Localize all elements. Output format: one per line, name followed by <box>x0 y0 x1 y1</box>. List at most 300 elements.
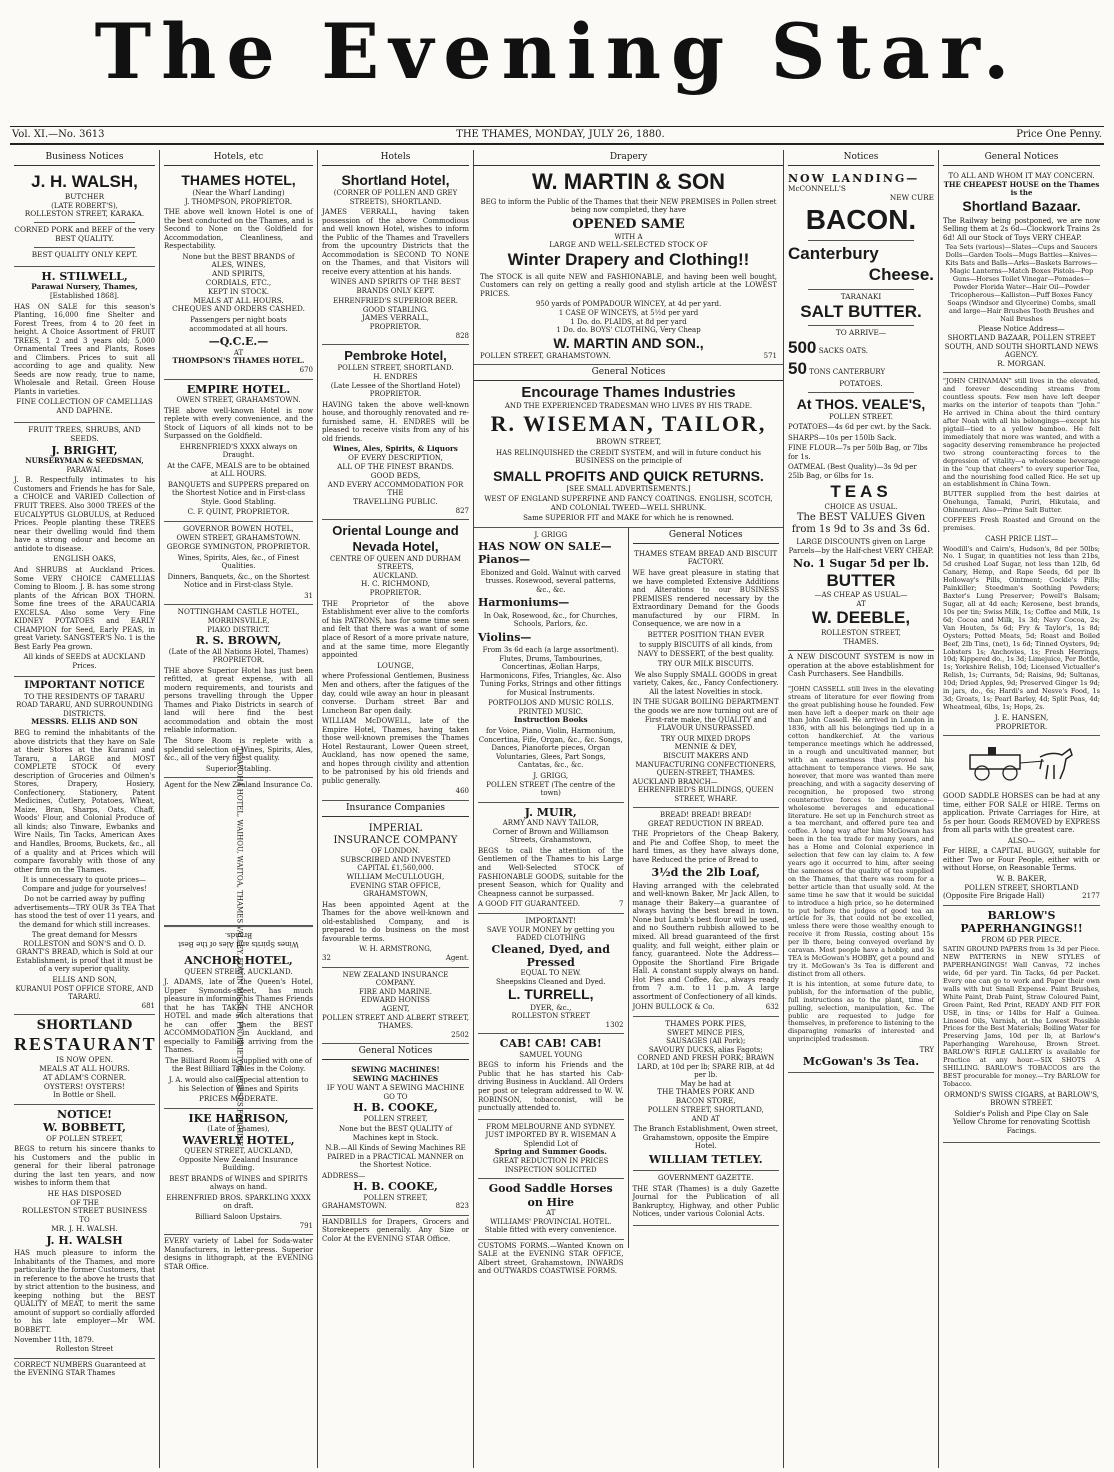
bobbett-loc: OF POLLEN STREET, <box>46 1134 123 1143</box>
wiseman-west: WEST OF ENGLAND SUPERFINE AND FANCY COATINGS. ENGLISH, SCOTCH, AND COLONIAL TWEED—WELL SHRUNK. <box>484 495 773 512</box>
may: May be had at <box>680 1079 732 1088</box>
dateline <box>10 126 1104 145</box>
notice-heading: IMPORTANT NOTICE <box>24 680 145 692</box>
thames-none: None but the BEST BRANDS of <box>182 252 295 261</box>
mcconnell: McCONNELL'S <box>788 184 846 194</box>
deeble-thames: THAMES. <box>843 637 879 646</box>
muir-ad <box>478 803 624 914</box>
endres-late: (Late Lessee of the Shortland Hotel) PROPRIETOR. <box>330 381 461 399</box>
martin-case: 1 CASE OF WINCEYS, at 5½d per yard <box>558 309 699 317</box>
qce-at: AT <box>233 348 244 357</box>
mennie-dey-ad <box>633 547 780 808</box>
saddle-at: AT <box>546 1208 556 1217</box>
ellis-heading: MESSRS. ELLIS AND SON <box>31 717 138 727</box>
general-heading: General Notices <box>474 365 783 381</box>
arrive: TO ARRIVE— <box>835 328 887 338</box>
bacon-loc: POLLEN STREET, SHORTLAND, <box>647 1106 764 1115</box>
anchor-prices: PRICES MODERATE. <box>198 1094 279 1104</box>
mcgowan-ad <box>788 681 934 1073</box>
sacks: SACKS OATS. <box>818 347 869 356</box>
column-hotels <box>318 150 474 1468</box>
column-hotels-etc <box>160 150 318 1468</box>
baker-number: 2177 <box>1082 892 1100 901</box>
nzic-ad <box>322 968 469 1045</box>
grigg-ad <box>478 528 624 803</box>
volume-number: Vol. XI.—No. 3613 <box>12 128 105 140</box>
pembroke-travel: TRAVELLING PUBLIC. <box>353 496 438 506</box>
wiseman-same: Same SUPERIOR FIT and MAKE for which he is renowned. <box>523 514 734 523</box>
te-aroha-rotated: TE AROHA HOTEL, WAIHOU, WAITOA, THAMES VALLEY. EDWIN MISSEN, PROPRIETOR. HORSES FOR HIRE. <box>235 747 244 1149</box>
small-goods: We also Supply SMALL GOODS in great variety, Cakes, &c., Fancy Confectionery. All the latest Novelties in stock. <box>633 670 779 696</box>
violins: Violins— <box>478 630 532 644</box>
and-at: AND AT <box>691 1114 720 1123</box>
bread: BREAD! BREAD! BREAD! <box>660 811 752 820</box>
pp-body: SATIN GROUND PAPERS from 1s 3d per Piece. NEW PATTERNS in NEW STYLES of PAPERHANGINGS! Wall Canvas, 72 inches wide, 6d per yard. Tin Tacks, 6d per Packet. Every one can go to work and Paper their own walls with but Small Expense. Paint Brushes, White Paint, Drab Paint, Straw Coloured Paint, Green Paint, Red Print, READY AND FIT FOR USE, in tins; or 14lbs for Half a Guinea. Linseed Oils, Varnish, at the Lowest Possible Prices for the Best Materials; Boiling Water for Preserving Jams, 10d per lb, at Barlow's Paperhanging Warehouse, Brown Street. BARLOW'S RIFLE GALLERY is available for Practice at any hour.—SIX SHOTS A SHILLING. BARLOW'S TOBACCOS are the BEST procurable for money.—Try BARLOW for Tobacco. <box>943 945 1100 1088</box>
sugar-boil: IN THE SUGAR BOILING DEPARTMENT the goods we are now turning out are of First-rate make, the QUALITY and FLAVOUR UNSURPASSED. <box>632 698 779 733</box>
cleaned: Cleaned, Dyed, and Pressed <box>491 942 610 969</box>
nzic-honiss: EDWARD HONISS <box>361 995 430 1005</box>
notts-body: THE above Superior Hotel has just been refitted, at great expense, with all modern requirements, and tourists and persons travelling through the Upper Thames and Piako Districts in search of land will here find the best accommodation and obtain the most reliable information. <box>164 666 313 735</box>
flipped-line: Wines Spirits and Ales of the Best Brands. <box>164 926 313 951</box>
martin-pomp: 950 yards of POMPADOUR WINCEY, at 4d per yard. <box>535 300 722 309</box>
imperial-agent: Agent. <box>445 953 469 962</box>
wiseman-body: HAS RELINQUISHED the CREDIT SYSTEM, and will in future conduct his BUSINESS on the principle of <box>495 448 761 466</box>
sugar: No. 1 Sugar 5d per lb. <box>793 557 929 571</box>
important-save: SAVE YOUR MONEY by getting you FADED CLOTHING <box>486 925 615 943</box>
newspaper-title: The Evening Star. <box>94 7 1020 96</box>
baker-opp: (Opposite Fire Brigade Hall) <box>943 892 1045 901</box>
bazaar-ad <box>943 169 1100 374</box>
nzic-fire: FIRE AND MARINE. <box>359 987 432 996</box>
martin-ad <box>474 169 783 365</box>
veale-pot: POTATOES—4s 6d per cwt. by the Sack. <box>788 423 932 432</box>
cooke-nb: N.B.—All Kinds of Sewing Machines RE PAIRED in a PRACTICAL MANNER on the Shortest Notice. <box>325 1144 466 1170</box>
verrall-prop: PROPRIETOR. <box>369 323 422 332</box>
sewing-goto: GO TO <box>383 1092 408 1101</box>
price: Price One Penny. <box>1016 128 1102 140</box>
restaurant-ad <box>14 1015 155 1105</box>
waverly-loc: QUEEN STREET, AUCKLAND, <box>184 1147 293 1156</box>
bullock: JOHN BULLOCK & Co. <box>632 1003 715 1012</box>
teas: TEAS <box>830 482 892 502</box>
walsh-name: J. H. WALSH, <box>31 171 138 191</box>
cheapest: THE CHEAPEST HOUSE on the Thames is the <box>943 179 1100 198</box>
bread-ad <box>633 808 780 1017</box>
imperial: IMPERIAL <box>368 822 423 834</box>
veale-oat: OATMEAL (Best Quality)—3s 9d per 25lb Bag, or 6lbs for 1s. <box>788 463 917 480</box>
mennie-loc: QUEEN-STREET, THAMES. <box>656 769 755 778</box>
thames-prop: J. THOMPSON, PROPRIETOR. <box>184 197 293 206</box>
waverly-number: 791 <box>299 1221 313 1230</box>
walsh2-body: HAS much pleasure to inform the Inhabitants of the Thames, and more particularly the former Customers, that in reference to the above he trusts that by strict attention to the business, and keeping nothing but the BEST QUALITY of MEAT, to merit the same amount of support so cordially afforded to his late employer—Mr WM. BOBBETT. <box>14 1249 155 1334</box>
empire-quint: C. F. QUINT, PROPRIETOR. <box>187 507 290 517</box>
section-heading: General Notices <box>633 528 780 544</box>
cooke2: H. B. COOKE, <box>353 1180 438 1194</box>
bazaar-addr: Please Notice Address— <box>978 325 1065 334</box>
thames-spirits: AND SPIRITS, <box>212 269 265 279</box>
portfolios: PORTFOLIOS AND MUSIC ROLLS. <box>488 699 614 708</box>
butter: BUTTER <box>826 570 896 590</box>
saddle: Good Saddle Horses <box>488 1182 613 1196</box>
turrell-number: 1302 <box>605 1020 624 1029</box>
buggy: For HIRE, a CAPITAL BUGGY, suitable for either Two or Four People, either with or without Horse, on Reasonable Terms. <box>943 847 1100 873</box>
thames-steam: THAMES STEAM BREAD AND BISCUIT FACTORY. <box>634 549 778 567</box>
branch: AUCKLAND BRANCH— <box>632 777 718 786</box>
bowen-dinners: Dinners, Banquets, &c., on the Shortest Notice and in First-class Style. <box>167 572 310 590</box>
best-values: The BEST VALUES Given from 1s 9d to 3s and 3s 6d. <box>791 511 931 535</box>
adlam: AT ADLAM'S CORNER. <box>42 1074 127 1083</box>
pork-pies-ad <box>633 1017 780 1171</box>
young: SAMUEL YOUNG <box>519 1050 583 1059</box>
canterbury: Canterbury <box>788 244 879 264</box>
better-body: to supply BISCUITS of all kinds, from NAVY to DESSERT, of the best quality. <box>637 641 774 658</box>
imperial-insurance-ad <box>322 820 469 968</box>
thames-body: THE above well known Hotel is one of the best conducted on the Thames, and is Second to None on the Goldfield for Accommodation, Cleanliness, and Respectability. <box>164 208 313 251</box>
bright-seeds: All kinds of SEEDS at AUCKLAND Prices. <box>23 653 146 670</box>
sewing2: SEWING MACHINES <box>352 1073 439 1083</box>
sacks-number: 500 <box>788 338 817 358</box>
imported: JUST IMPORTED BY R. WISEMAN A Splendid Lot of <box>485 1131 617 1148</box>
sheepskin: Sheepskins Cleaned and Dyed. <box>495 977 606 986</box>
reduction: GREAT REDUCTION IN PRICES INSPECTION SOLICITED <box>493 1157 609 1174</box>
stilwell-ad <box>14 267 155 423</box>
mince: SWEET MINCE PIES, <box>667 1028 745 1037</box>
bread-great: GREAT REDUCTION IN BREAD. <box>647 819 764 828</box>
deeble: W. DEEBLE, <box>811 608 911 628</box>
branch-loc: EHRENFRIED'S BUILDINGS, QUEEN STREET, WHARF. <box>637 786 774 803</box>
butter-at: AT <box>856 599 866 608</box>
bobbett-ad <box>14 1105 155 1359</box>
walsh-best: BEST QUALITY ONLY KEPT. <box>31 249 138 259</box>
mcdowell-body: WILLIAM McDOWELL, late of the Empire Hotel, Thames, having taken those well-known premises the Thames Hotel Restaurant, Lower Queen street, Auckland, has now opened the same, and hopes through civility and attention to be patronised by his old friends and public generally. <box>322 717 469 785</box>
imperial-arm: W. H. ARMSTRONG, <box>359 945 432 954</box>
imperial-mcc: WILLIAM McCULLOUGH, <box>346 871 445 881</box>
stilwell-camellias: FINE COLLECTION OF CAMELLIAS AND DAPHNE. <box>16 397 153 416</box>
oysters-sub: In Bottle or Shell. <box>52 1091 117 1100</box>
waverly-name: WAVERLY HOTEL, <box>182 1133 295 1147</box>
baker-ad <box>943 736 1100 906</box>
mixed: TRY OUR MIXED DROPS <box>660 734 751 743</box>
verrall-number: 828 <box>455 331 469 340</box>
pembroke-beds: GOOD BEDS, <box>370 470 421 480</box>
discounts: LARGE DISCOUNTS given on Large Parcels—by the Half-chest VERY CHEAP. <box>788 538 934 555</box>
martin-sig: W. MARTIN AND SON., <box>553 334 704 351</box>
thames-hotel-name: THAMES HOTEL, <box>181 171 296 188</box>
muir: J. MUIR, <box>524 805 577 819</box>
williams-stable: Stable fitted with every convenience. <box>484 1226 617 1235</box>
martin-body: BEG to inform the Public of the Thames that their NEW PREMISES in Pollen street being now completed, they have <box>480 197 777 215</box>
subcol-right <box>629 528 784 1248</box>
hansen-prop: PROPRIETOR. <box>995 722 1048 731</box>
masthead <box>0 0 1114 112</box>
walsh-address: ROLLESTON STREET, KARAKA. <box>24 209 145 219</box>
ellis-tea: Do not be carried away by puffing advertisements—TRY OUR 3s TEA That has stood the test of over 11 years, and the demand for which still increases. <box>14 895 155 929</box>
waverly-opp: Opposite New Zealand Insurance Building. <box>179 1155 298 1173</box>
bowen-name: GOVERNOR BOWEN HOTEL, <box>183 524 294 534</box>
empire-banquets: BANQUETS and SUPPERS prepared on the Shortest Notice and in First-class Style. Good Stabling. <box>167 480 310 506</box>
sewing-if: IF YOU WANT A SEWING MACHINE <box>326 1082 465 1092</box>
section-heading: Drapery <box>474 150 783 166</box>
pembroke-hotel-ad <box>322 345 469 520</box>
bright-loc: PARAWAI. <box>66 465 103 474</box>
ellis-ad <box>14 677 155 1015</box>
ellis-stores: KURANUI POST OFFICE STORE, AND TARARU. <box>15 984 154 1002</box>
soldiers: Soldier's Polish and Pipe Clay on Sale Yellow Chrome for renovating Scottish Facings. <box>952 1109 1091 1135</box>
oriental-centre: CENTRE OF QUEEN AND DURHAM STREETS, <box>329 554 462 572</box>
lard: LARD, at 10d per lb; SPARE RIB, at 4d per lb. <box>637 1062 775 1080</box>
pembroke-name: Pembroke Hotel, <box>344 348 447 364</box>
pembroke-accom: AND EVERY ACCOMMODATION FOR THE <box>327 480 464 498</box>
oriental-body2: where Professional Gentlemen, Business Men and others, after the fatigues of the day, could wile away an hour in pleasant converse. Durham street Bar and Luncheon Bar open daily. <box>322 672 469 715</box>
notts-name: NOTTINGHAM CASTLE HOTEL, <box>177 607 300 617</box>
meals: MEALS AT ALL HOURS. <box>39 1064 130 1074</box>
bright-trade: NURSERYMAN & SEEDSMAN, <box>25 456 144 466</box>
bacon: BACON. <box>805 204 917 236</box>
martin-winter: Winter Drapery and Clothing!! <box>507 250 750 270</box>
martin-number: 571 <box>763 351 777 360</box>
veale-flour: FINE FLOUR—7s per 50lb Bag, or 7lbs for 1s. <box>788 444 928 461</box>
columns <box>10 150 1104 1468</box>
muir-fit: A GOOD FIT GUARANTEED. <box>478 900 580 909</box>
walsh2-street: Rolleston Street <box>55 1345 114 1353</box>
oriental-body: THE Proprietor of the above Establishment ever alive to the comforts of his PATRONS, has for some time seen and felt that there was a want of some place of Resort of a more private nature, and at the same time, more Elegantly appointed <box>322 599 469 660</box>
loaf-body: Having arranged with the celebrated and well-known Baker, Mr Jack Allen, to manage their Bakery—a guarantee of always having the best bread in town. None but Lamb's best flour will be used, and no Southern rubbish allowed to be mixed. All bread guaranteed of the first quality, and full weight, either plain or fancy, guaranteed. Note the Address—Opposite the Shortland Fire Brigade Hall. A constant supply always on hand. Hot Pies and Coffee, &c., always ready from 7 a.m. to 11 p.m. A large assortment of Confectionery of all kinds. <box>632 881 779 1001</box>
teas-choice: CHOICE AS USUAL. <box>824 503 898 512</box>
baker-loc: POLLEN STREET, SHORTLAND <box>964 883 1079 892</box>
thames-near: (Near the Wharf Landing) <box>192 189 285 198</box>
empire-cafe: At the CAFE, MEALS are to be obtained at ALL HOURS. <box>167 461 310 479</box>
restaurant-open: IS NOW OPEN. <box>56 1055 113 1065</box>
walsh2-date: November 11th, 1879. <box>14 1336 94 1345</box>
shortland-wines: WINES AND SPIRITS OF THE BEST BRANDS ONLY KEPT. <box>330 278 461 295</box>
subcol-left <box>474 528 629 1276</box>
potatoes: POTATOES. <box>839 378 883 388</box>
turrell-st: ROLLESTON STREET <box>511 1012 591 1021</box>
chinaman: "JOHN CHINAMAN" still lives in the elevated, and forever descending streams from countless spouts. Few men have left deeper marks on the interior of teapots than "John." He arrived in China about the third century after Noah with all his belongings—except his pigtail—tied to a yellow bamboo. He felt immediately that more was wanted, and with a sagacity deserving remembrance he projected two strong counteracting forces to the depression of vitality—a wholesome beverage in the "cup that cheers" to every superior Tea, and the nourishing food called Rice. He set up an establishment in China Town. <box>943 377 1100 489</box>
oriental-lounge: LOUNGE, <box>377 660 414 670</box>
harrison-name: IKE HARRISON, <box>188 1111 289 1125</box>
hansen: J. E. HANSEN, <box>994 712 1049 722</box>
pianos: Pianos— <box>478 553 531 567</box>
notts-store: The Store Room is replete with a splendid selection of Wines, Spirits, Ales, &c., all of the very finest quality. <box>164 737 313 763</box>
stilwell-est: [Established 1868]. <box>49 291 120 300</box>
mcdowell-number: 460 <box>455 787 469 796</box>
oriental-auck: AUCKLAND. <box>373 571 418 580</box>
thames-meals: MEALS AT ALL HOURS. <box>193 295 284 305</box>
pembroke-every: OF EVERY DESCRIPTION, <box>348 454 443 463</box>
butter-supplied: BUTTER supplied from the best dairies at Onehunga, Tamaki, Puriri, Hikutaia, and Ohinemuri. Also—Prime Salt Butter. <box>943 490 1100 515</box>
spring: Spring and Summer Goods. <box>494 1147 607 1157</box>
notice2: NOTICE! <box>57 1108 112 1122</box>
coffees: COFFEES Fresh Roasted and Ground on the premises. <box>943 516 1100 533</box>
melbourne: FROM MELBOURNE AND SYDNEY. <box>486 1122 616 1131</box>
notts-late: (Late of the All Nations Hotel, Thames) PROPRIETOR. <box>168 647 309 665</box>
anchor-body: J. ADAMS, late of the Queen's Hotel, Upper Symonds-street, has much pleasure in informing his Thames Friends that he has TAKEN THE ANCHOR HOTEL and made such alterations that he can offer them the BEST ACCOMMODATION in Auckland, and especially to Families arriving from the Thames. <box>164 978 313 1055</box>
grigg2: J. GRIGG, <box>533 770 569 780</box>
empire-name: EMPIRE HOTEL. <box>186 382 291 396</box>
harrison-late: (Late of Thames), <box>207 1125 270 1134</box>
mcgowan: McGowan's 3s Tea. <box>802 1054 920 1068</box>
cab-ad <box>478 1034 624 1119</box>
cooke-number: 823 <box>455 1202 469 1211</box>
imperial-cap: CAPITAL £1,560,000. <box>357 864 434 873</box>
cooke-none: None but the BEST QUALITY of Machines kept in Stock. <box>338 1125 453 1142</box>
sewing-machines-ad <box>322 1063 469 1216</box>
martin-with: WITH A <box>614 232 643 241</box>
corned: CORNED AND FRESH PORK; BRAWN <box>637 1054 775 1063</box>
cash-price: CASH PRICE LIST— <box>985 534 1058 543</box>
thames-pass: Passengers per night boats accommodated at all hours. <box>189 316 288 333</box>
sausages: SAUSAGES (All Pork); <box>666 1037 746 1046</box>
encourage: Encourage Thames Industries <box>521 384 736 402</box>
equal: EQUAL TO NEW. <box>520 969 582 978</box>
martin-stock: The STOCK is all quite NEW and FASHIONABLE, and having been well bought, Customers can rely on getting a really good and stylish article at the LOWEST PRICES. <box>480 272 777 298</box>
steam-body: WE have great pleasure in stating that we have completed Extensive Additions and Alterations to our BUSINESS PREMISES rendered necessary by the Extraordinary Demand for the Goods manufactured by our FIRM. In Consequence, we are now in a <box>632 569 779 629</box>
bazaar-loc: SHORTLAND BAZAAR, POLLEN STREET SOUTH, AND SOUTH SHORTLAND NEWS AGENCY. <box>944 333 1099 360</box>
ellis-number: 681 <box>141 1001 155 1010</box>
try: TRY <box>919 1046 934 1055</box>
bright-name: J. BRIGHT, <box>51 443 118 457</box>
bobbett-disposed: HE HAS DISPOSED <box>47 1189 122 1199</box>
muir-loc: Corner of Brown and Williamson Streets, Grahamstown, <box>492 827 609 845</box>
bobbett-mr: MR. J. H. WALSH. <box>51 1223 118 1233</box>
pp-from: FROM 6D PER PIECE. <box>981 935 1062 944</box>
thames-cordials: CORDIALS, ETC., <box>205 278 272 288</box>
mennie: MENNIE & DEY, <box>674 742 737 752</box>
nzic: NEW ZEALAND INSURANCE COMPANY. <box>342 970 449 988</box>
muir-trade: ARMY AND NAVY TAILOR, <box>502 819 599 828</box>
violins-body: From 3s 6d each (a large assortment). Flutes, Drums, Tambourines, Concertinas, Æolian Harps, Harmonicons, Fifes, Triangles, &c. Also Tuning Forks, Strings and other fittings for Musical Instruments. <box>480 646 622 697</box>
thames-kept: KEPT IN STOCK. <box>207 287 270 296</box>
cooke-gr: GRAHAMSTOWN. <box>322 1202 387 1211</box>
walsh-corned: CORNED PORK and BEEF of the very BEST QUALITY. <box>14 225 155 243</box>
veale-sharps: SHARPS—10s per 150lb Sack. <box>788 433 897 442</box>
shortland-hotel-ad <box>322 169 469 345</box>
insurance-heading: Insurance Companies <box>322 801 469 817</box>
bobbett-name: W. BOBBETT, <box>43 1121 126 1135</box>
walsh-ad <box>14 169 155 267</box>
butter-cheap: —AS CHEAP AS USUAL— <box>814 591 908 600</box>
cooke: H. B. COOKE, <box>353 1101 438 1115</box>
turrell-dyer: DYER, &c., <box>530 1002 572 1012</box>
bright-shrubs: And SHRUBS at Auckland Prices. Some VERY CHOICE CAMELLIAS Coming to Bloom. J. B. has some strong plants of the African BOX THORN. Some fine trees of the ARAUCARIA EXCELSA. Also some Very Fine KIDNEY POTATOES and EARLY CHAMPION for Seed, Early PEAS, in great Variety. SANGSTER'S No. 1 is the Best Early Pea grown. <box>14 566 156 651</box>
cab: CAB! CAB! CAB! <box>499 1037 602 1051</box>
stilwell-name: H. STILWELL, <box>41 269 128 283</box>
paperhangings: PAPERHANGINGS!! <box>960 922 1083 936</box>
barlow-ad <box>943 906 1100 1143</box>
also: ALSO— <box>1007 836 1036 845</box>
anchor-billiard: The Billiard Room is supplied with one of the Best Billiard Tables in the Colony. <box>165 1056 312 1074</box>
pembroke-loc: POLLEN STREET, SHORTLAND. <box>337 364 454 373</box>
cooke-pollen: POLLEN STREET, <box>363 1193 428 1202</box>
empire-body: THE above well-known Hotel is now replete with every convenience, and the Stock of Liquors of all kinds not to be Surpassed on the Goldfield. <box>164 406 313 441</box>
martin-plaids: 1 Do. do. PLAIDS, at 8d per yard <box>570 317 687 326</box>
veale-loc: POLLEN STREET. <box>828 412 894 421</box>
bowen-prop: GEORGE SYMINGTON, PROPRIETOR. <box>166 541 311 551</box>
martin-opened: OPENED SAME <box>572 216 685 232</box>
gazette-ad <box>633 1171 780 1226</box>
porkshop: THE THAMES PORK AND <box>657 1087 755 1097</box>
waverly-billiard: Billiard Saloon Upstairs. <box>194 1213 283 1221</box>
walsh-late: (LATE ROBERT'S), <box>51 201 118 210</box>
bread-body: THE Proprietors of the Cheap Bakery, and Pie and Coffee Shop, to meet the hard times, as they have always done, have Reduced the price of Bread to <box>632 830 779 864</box>
anchor-name: ANCHOR HOTEL, <box>184 954 293 968</box>
pembroke-wines: Wines, Ales, Spirits, & Liquors <box>333 444 458 454</box>
williams: WILLIAMS' PROVINCIAL HOTEL. <box>490 1217 612 1226</box>
wiseman-small: SMALL PROFITS AND QUICK RETURNS. <box>493 467 764 484</box>
morgan: R. MORGAN. <box>997 358 1046 368</box>
martin-large: LARGE AND WELL-SELECTED STOCK OF <box>549 240 708 250</box>
qce: —Q.C.E.— <box>208 335 269 349</box>
instruction-body: for Voice, Piano, Violin, Harmonium, Concertina, Fife, Organ, &c., &c. Songs, Dances, Pianoforte pieces, Organ Voluntaries, Glees, Part Songs, Cantatas, &c., &c. <box>478 727 623 770</box>
muir-number: 7 <box>619 900 624 909</box>
wiseman-see: [SEE SMALL ADVERTISEMENTS.] <box>566 484 691 493</box>
notts-loc: MORRINSVILLE, <box>207 617 270 626</box>
labels-ad: EVERY variety of Label for Soda-water Manufacturers, in letter-press. Superior designs in lithograph, at the EVENING STAR Office. <box>164 1237 313 1271</box>
mennie-trade: BISCUIT MAKERS AND MANUFACTURING CONFECTIONERS, <box>635 752 776 769</box>
veale: At THOS. VEALE'S, <box>796 395 926 412</box>
bowen-number: 31 <box>304 591 313 600</box>
tetley: WILLIAM TETLEY. <box>648 1152 763 1166</box>
anchor-loc: QUEEN STREET, AUCKLAND. <box>184 967 293 976</box>
wiseman-ad <box>474 384 783 528</box>
column-business-notices <box>10 150 160 1468</box>
imperial-number: 32 <box>322 953 331 962</box>
endres: H. ENDRES <box>373 371 418 381</box>
bullock-number: 632 <box>765 1003 779 1012</box>
stilwell-nursery: Parawai Nursery, Thames, <box>31 282 138 292</box>
oriental-lounge-ad <box>322 520 469 801</box>
empire-loc: OWEN STREET, GRAHAMSTOWN. <box>176 396 301 405</box>
imperial-body: Has been appointed Agent at the Thames for the above well-known and old-established Company, and is prepared to do business on the most favourable terms. <box>322 900 469 943</box>
harmoniums-body: In Oak, Rosewood, &c., for Churches, Schools, Parlors, &c. <box>483 611 618 629</box>
imperial-office: EVENING STAR OFFICE, GRAHAMSTOWN, <box>350 881 441 899</box>
issue-date: THE THAMES, MONDAY, JULY 26, 1880. <box>456 128 665 140</box>
muir-body: BEGS to call the attention of the Gentlemen of the Thames to his Large and Well-Selected STOCK of FASHIONABLE GOODS, suitable for the present Season, which for Quality and Cheapness cannot be surpassed. <box>478 846 624 898</box>
wiseman-st: BROWN STREET, <box>595 436 662 446</box>
grigg: J. GRIGG <box>534 529 568 539</box>
bazaar: Shortland Bazaar. <box>962 197 1081 214</box>
cooke-addr: ADDRESS— <box>322 1171 366 1180</box>
cooke-st: POLLEN STREET, <box>363 1114 428 1123</box>
ellis-bread: The great demand for Messrs ROLLESTON and SON'S and O. D. GRANT'S BREAD, which is Sold at our Establishment, is proof that it must be of a very superior quality. <box>16 931 153 974</box>
better: BETTER POSITION THAN EVER <box>647 630 765 639</box>
thames-ales: ALES, WINES, <box>211 260 266 270</box>
qce-number: 670 <box>299 366 313 375</box>
nzic-agent: AGENT, <box>381 1005 410 1013</box>
walsh2-name: J. H. WALSH <box>46 1233 123 1247</box>
barlow: BARLOW'S <box>987 908 1056 922</box>
bacon-ad <box>788 169 934 651</box>
section-heading: Notices <box>788 150 934 166</box>
martin-name: W. MARTIN & SON <box>531 168 726 194</box>
bobbett-to: TO <box>79 1216 90 1225</box>
bobbett-business: ROLLESTON STREET BUSINESS <box>21 1206 148 1216</box>
gazette: GOVERNMENT GAZETTE. <box>658 1174 754 1183</box>
nzic-loc: POLLEN STREET AND ALBERT STREET, THAMES. <box>322 1013 469 1031</box>
encourage-sub: AND THE EXPERIENCED TRADESMAN WHO LIVES BY HIS TRADE. <box>504 402 753 411</box>
young-body: BEGS to inform his Friends and the Public that he has started his Cab-driving Business in Auckland. All Orders per post or telegram addressed to W. W. ROBINSON, tobacconist, will be punctually attended to. <box>478 1061 624 1113</box>
customs: CUSTOMS FORMS.—Wanted Known on SALE at the EVENING STAR OFFICE, Albert street, Grahamstown, INWARDS and OUTWARDS COASTWISE FORMS. <box>478 1241 624 1276</box>
pembroke-number: 827 <box>455 506 469 515</box>
important: IMPORTANT! <box>525 915 577 925</box>
ormond: ORMOND'S SWISS CIGARS, at BARLOW'S, BROWN STREET. <box>943 1090 1100 1108</box>
milk: TRY OUR MILK BISCUITS. <box>657 660 754 669</box>
section-heading: Hotels <box>322 150 469 166</box>
spring-goods-ad <box>478 1120 624 1180</box>
bobbett-of: OF THE <box>70 1198 99 1207</box>
bright-body: J. B. Respectfully intimates to his Customers and Friends he has for Sale, a CHOICE and VARIED Collection of FRUIT TREES. Also 3000 TREES of the EUCALYPTUS GLOBULUS, at Reduced Prices. People planting these TREES near their dwelling would find them have a strong odour and become an antidote to disease. <box>14 476 155 553</box>
